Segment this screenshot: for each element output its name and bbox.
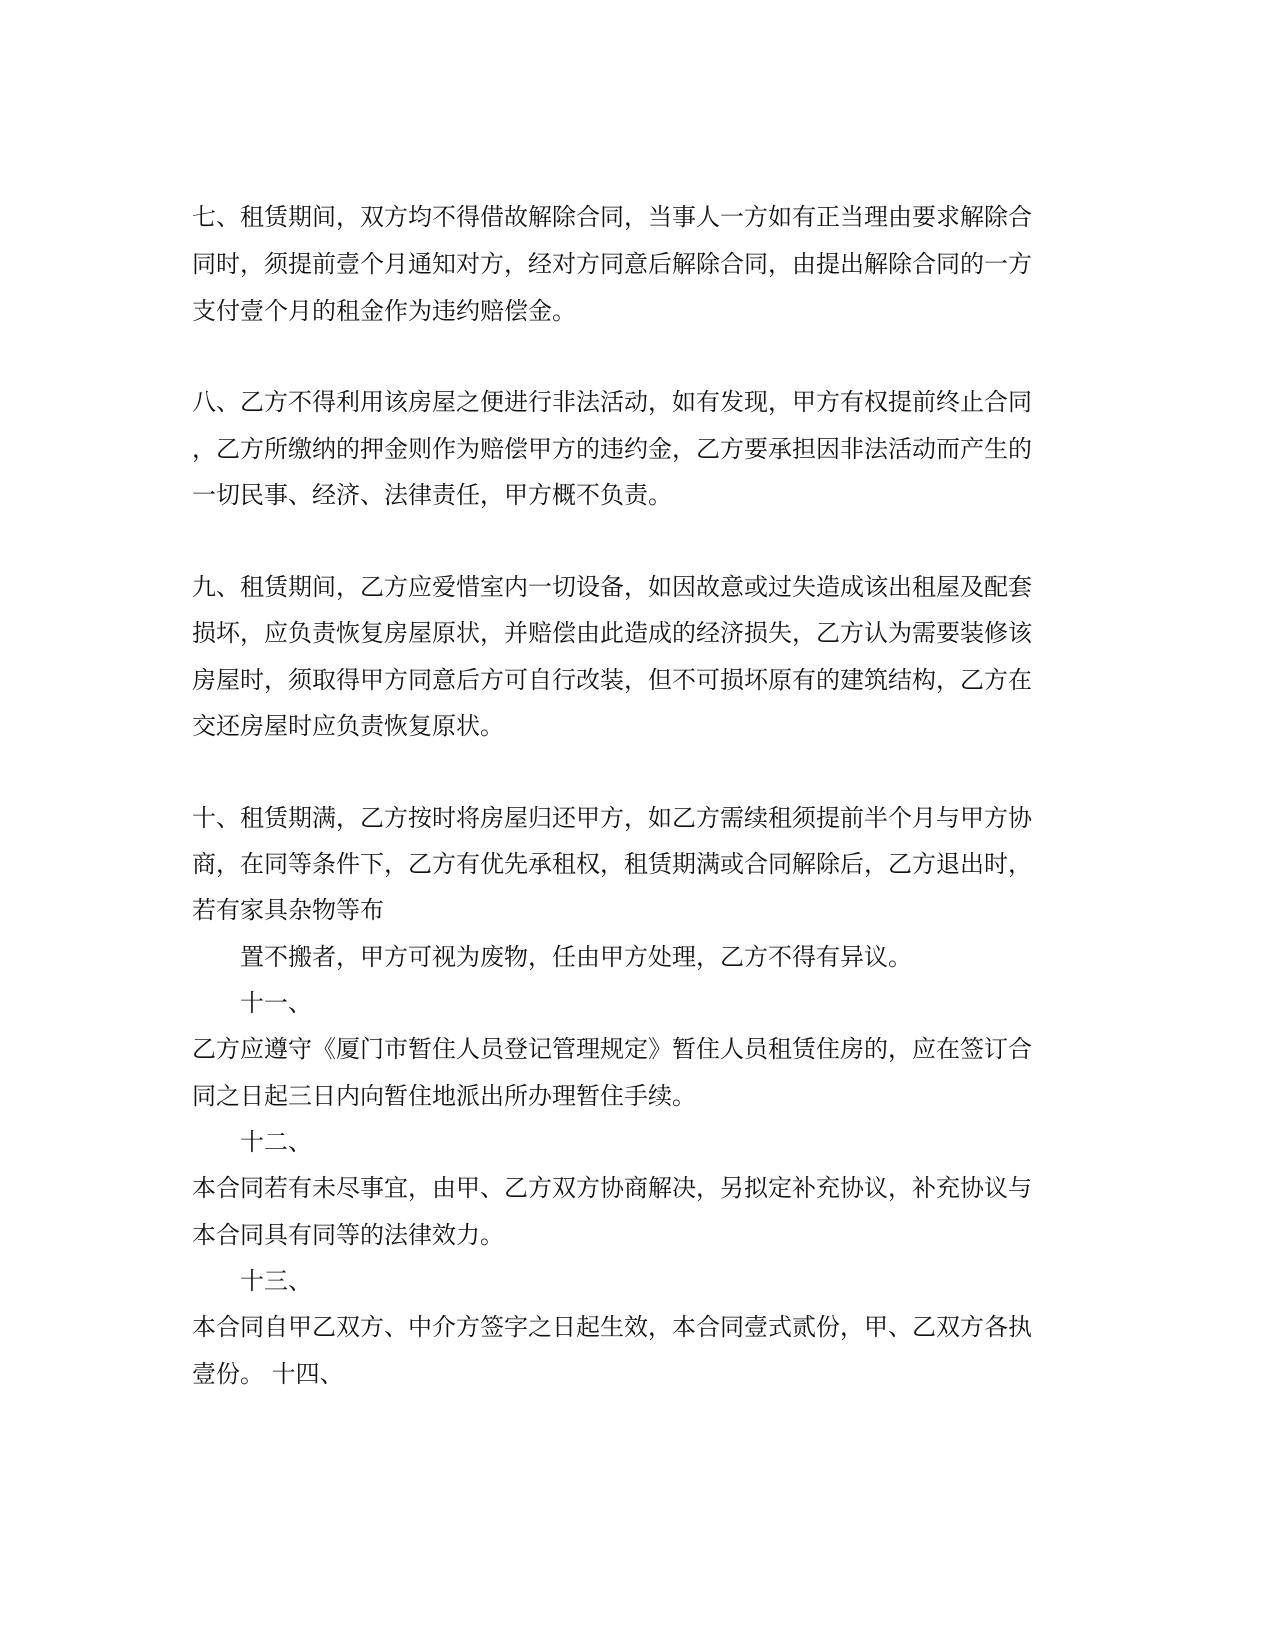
- clause-10-line-4: 置不搬者，甲方可视为废物，任由甲方处理，乙方不得有异议。: [240, 943, 912, 971]
- clause-11-line-1: 乙方应遵守《厦门市暂住人员登记管理规定》暂住人员租赁住房的，应在签订合: [192, 1035, 1032, 1063]
- clause-9-line-2: 损坏，应负责恢复房屋原状，并赔偿由此造成的经济损失，乙方认为需要装修该: [192, 619, 1032, 647]
- clause-13-line-2: 壹份。 十四、: [192, 1360, 344, 1388]
- clause-12-line-1: 本合同若有未尽事宜，由甲、乙方双方协商解决，另拟定补充协议，补充协议与: [192, 1174, 1032, 1202]
- clause-7-line-3: 支付壹个月的租金作为违约赔偿金。: [192, 297, 576, 325]
- clause-8-line-1: 八、乙方不得利用该房屋之便进行非法活动，如有发现，甲方有权提前终止合同: [192, 388, 1032, 416]
- clause-10-line-1: 十、租赁期满，乙方按时将房屋归还甲方，如乙方需续租须提前半个月与甲方协: [192, 804, 1032, 832]
- clause-11-line-2: 同之日起三日内向暂住地派出所办理暂住手续。: [192, 1082, 696, 1110]
- clause-12-heading: 十二、: [240, 1128, 312, 1156]
- clause-13-line-1: 本合同自甲乙双方、中介方签字之日起生效，本合同壹式贰份，甲、乙双方各执: [192, 1313, 1032, 1341]
- clause-10-line-3: 若有家具杂物等布: [192, 896, 384, 924]
- clause-9-line-3: 房屋时，须取得甲方同意后方可自行改装，但不可损坏原有的建筑结构，乙方在: [192, 666, 1032, 694]
- clause-8-line-3: 一切民事、经济、法律责任，甲方概不负责。: [192, 481, 672, 509]
- clause-7-line-1: 七、租赁期间，双方均不得借故解除合同，当事人一方如有正当理由要求解除合: [192, 203, 1032, 231]
- clause-8-line-2: ，乙方所缴纳的押金则作为赔偿甲方的违约金，乙方要承担因非法活动而产生的: [192, 435, 1032, 463]
- clause-7-line-2: 同时，须提前壹个月通知对方，经对方同意后解除合同，由提出解除合同的一方: [192, 250, 1032, 278]
- clause-11-heading: 十一、: [240, 989, 312, 1017]
- clause-9-line-1: 九、租赁期间，乙方应爱惜室内一切设备，如因故意或过失造成该出租屋及配套: [192, 573, 1032, 601]
- clause-9-line-4: 交还房屋时应负责恢复原状。: [192, 712, 504, 740]
- clause-10-line-2: 商，在同等条件下，乙方有优先承租权，租赁期满或合同解除后，乙方退出时，: [192, 850, 1032, 878]
- clause-13-heading: 十三、: [240, 1267, 312, 1295]
- clause-12-line-2: 本合同具有同等的法律效力。: [192, 1221, 504, 1249]
